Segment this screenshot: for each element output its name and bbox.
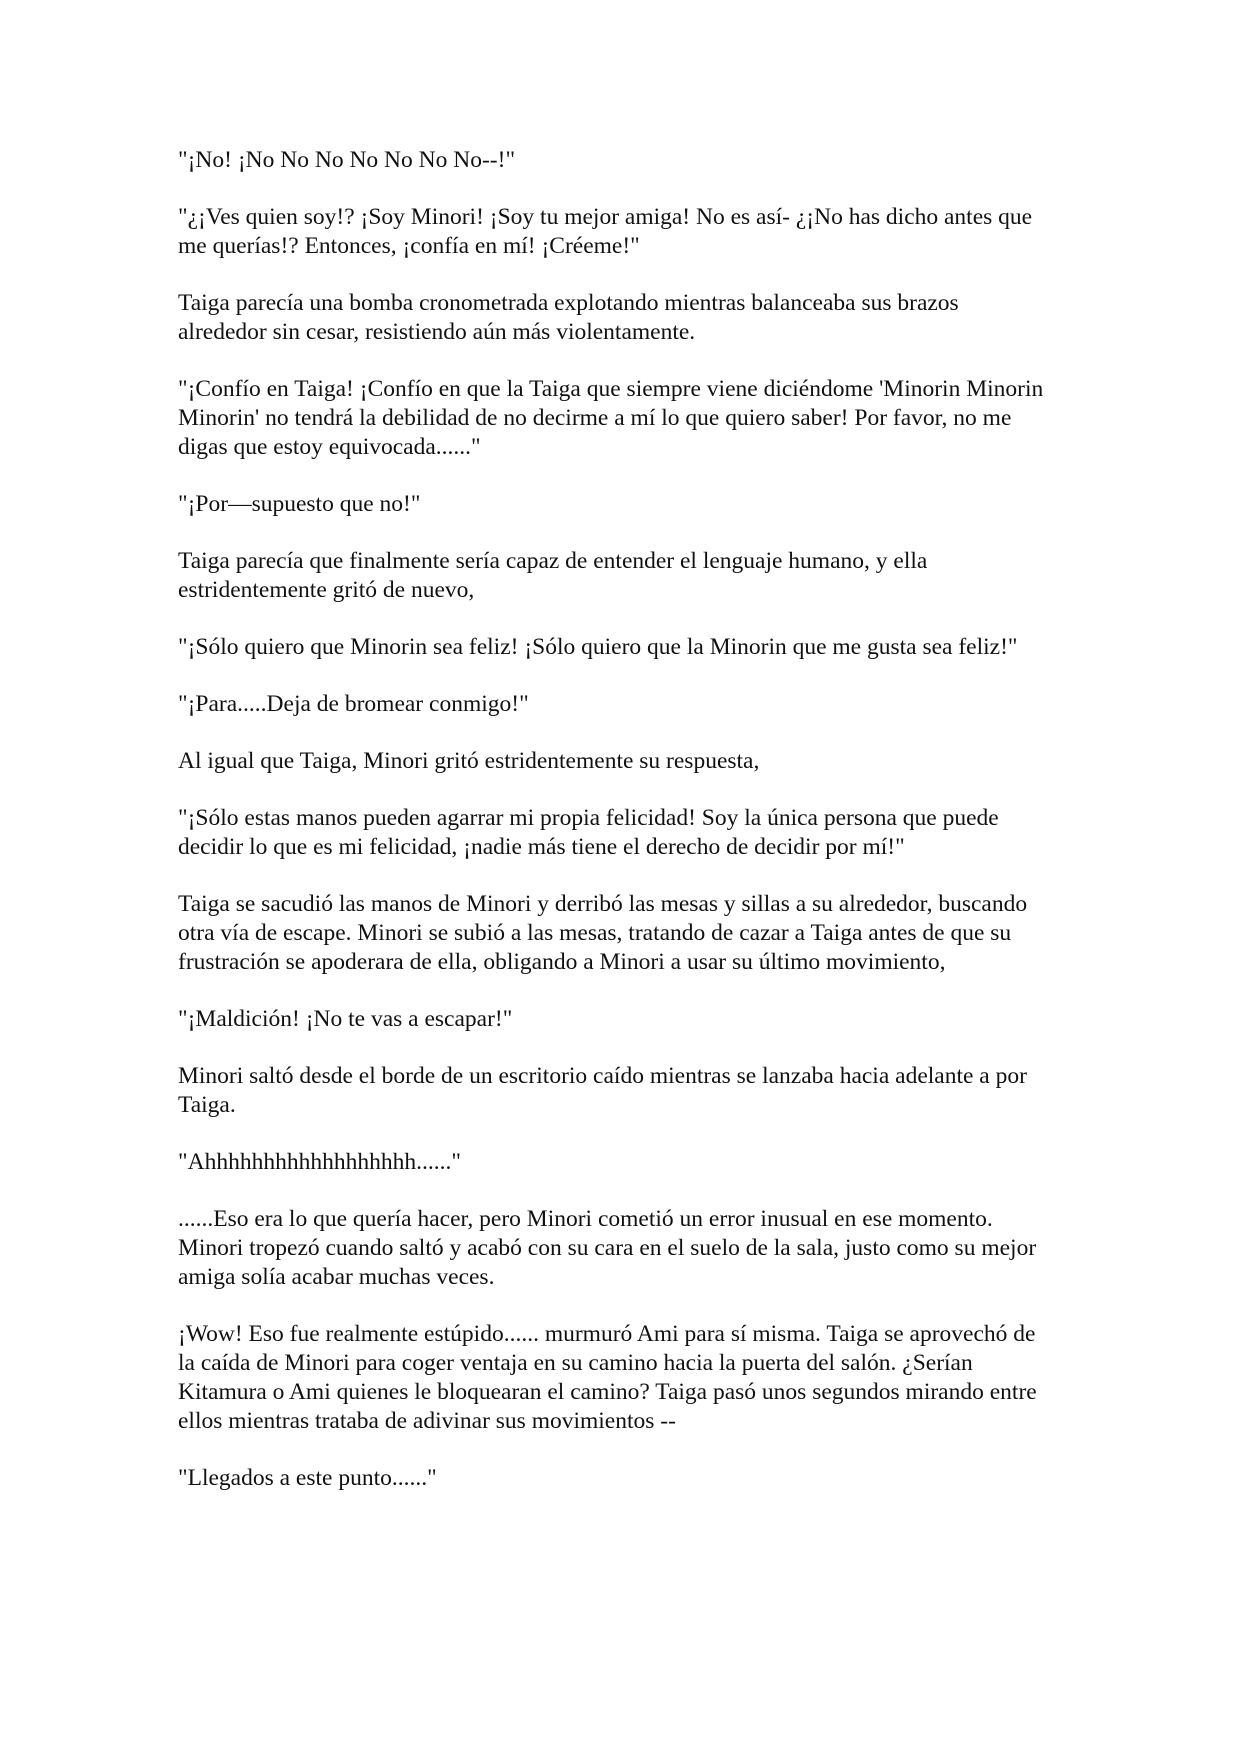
paragraph-6: Taiga parecía que finalmente sería capaz de entender el lenguaje humano, y ella estridentemente gritó de nuevo, [178, 548, 928, 603]
paragraph-15: ......Eso era lo que quería hacer, pero Minori cometió un error inusual en ese momento. Minori tropezó cuando saltó y acabó con su cara en el suelo de la sala, justo como su mejor amiga solía acabar muchas veces. [178, 1206, 1037, 1290]
paragraph-4: "¡Confío en Taiga! ¡Confío en que la Taiga que siempre viene diciéndome 'Minorin Minorin Minorin' no tendrá la debilidad de no decirme a mí lo que quiero saber! Por favor, no me digas que estoy equivocada......" [178, 376, 1044, 460]
paragraph-8: "¡Para.....Deja de bromear conmigo!" [178, 691, 529, 717]
paragraph-17: "Llegados a este punto......" [178, 1465, 437, 1491]
paragraph-11: Taiga se sacudió las manos de Minori y derribó las mesas y sillas a su alrededor, buscando otra vía de escape. Minori se subió a las mesas, tratando de cazar a Taiga antes de que su frustración se apoderara de ella, obligando a Minori a usar su último movimiento, [178, 891, 1028, 975]
paragraph-13: Minori saltó desde el borde de un escritorio caído mientras se lanzaba hacia adelante a por Taiga. [178, 1063, 1027, 1118]
paragraph-7: "¡Sólo quiero que Minorin sea feliz! ¡Sólo quiero que la Minorin que me gusta sea feliz!" [178, 634, 1018, 660]
paragraph-9: Al igual que Taiga, Minori gritó estridentemente su respuesta, [178, 748, 760, 774]
paragraph-5: "¡Por—supuesto que no!" [178, 491, 421, 517]
paragraph-2: "¿¡Ves quien soy!? ¡Soy Minori! ¡Soy tu mejor amiga! No es así- ¿¡No has dicho antes que me querías!? Entonces, ¡confía en mí! ¡Créeme!" [178, 204, 1033, 259]
paragraph-1: "¡No! ¡No No No No No No No--!" [178, 147, 516, 173]
paragraph-16: ¡Wow! Eso fue realmente estúpido...... murmuró Ami para sí misma. Taiga se aprovechó de la caída de Minori para coger ventaja en su camino hacia la puerta del salón. ¿Serían Kitamura o Ami quienes le bloquearan el camino? Taiga pasó unos segundos mirando entre ellos mientras trataba de adivinar sus movimientos -- [178, 1321, 1037, 1434]
paragraph-14: "Ahhhhhhhhhhhhhhhhhh......" [178, 1149, 461, 1175]
paragraph-10: "¡Sólo estas manos pueden agarrar mi propia felicidad! Soy la única persona que puede decidir lo que es mi felicidad, ¡nadie más tiene el derecho de decidir por mí!" [178, 805, 999, 860]
paragraph-12: "¡Maldición! ¡No te vas a escapar!" [178, 1006, 513, 1032]
paragraph-3: Taiga parecía una bomba cronometrada explotando mientras balanceaba sus brazos alrededor sin cesar, resistiendo aún más violentamente. [178, 290, 959, 345]
